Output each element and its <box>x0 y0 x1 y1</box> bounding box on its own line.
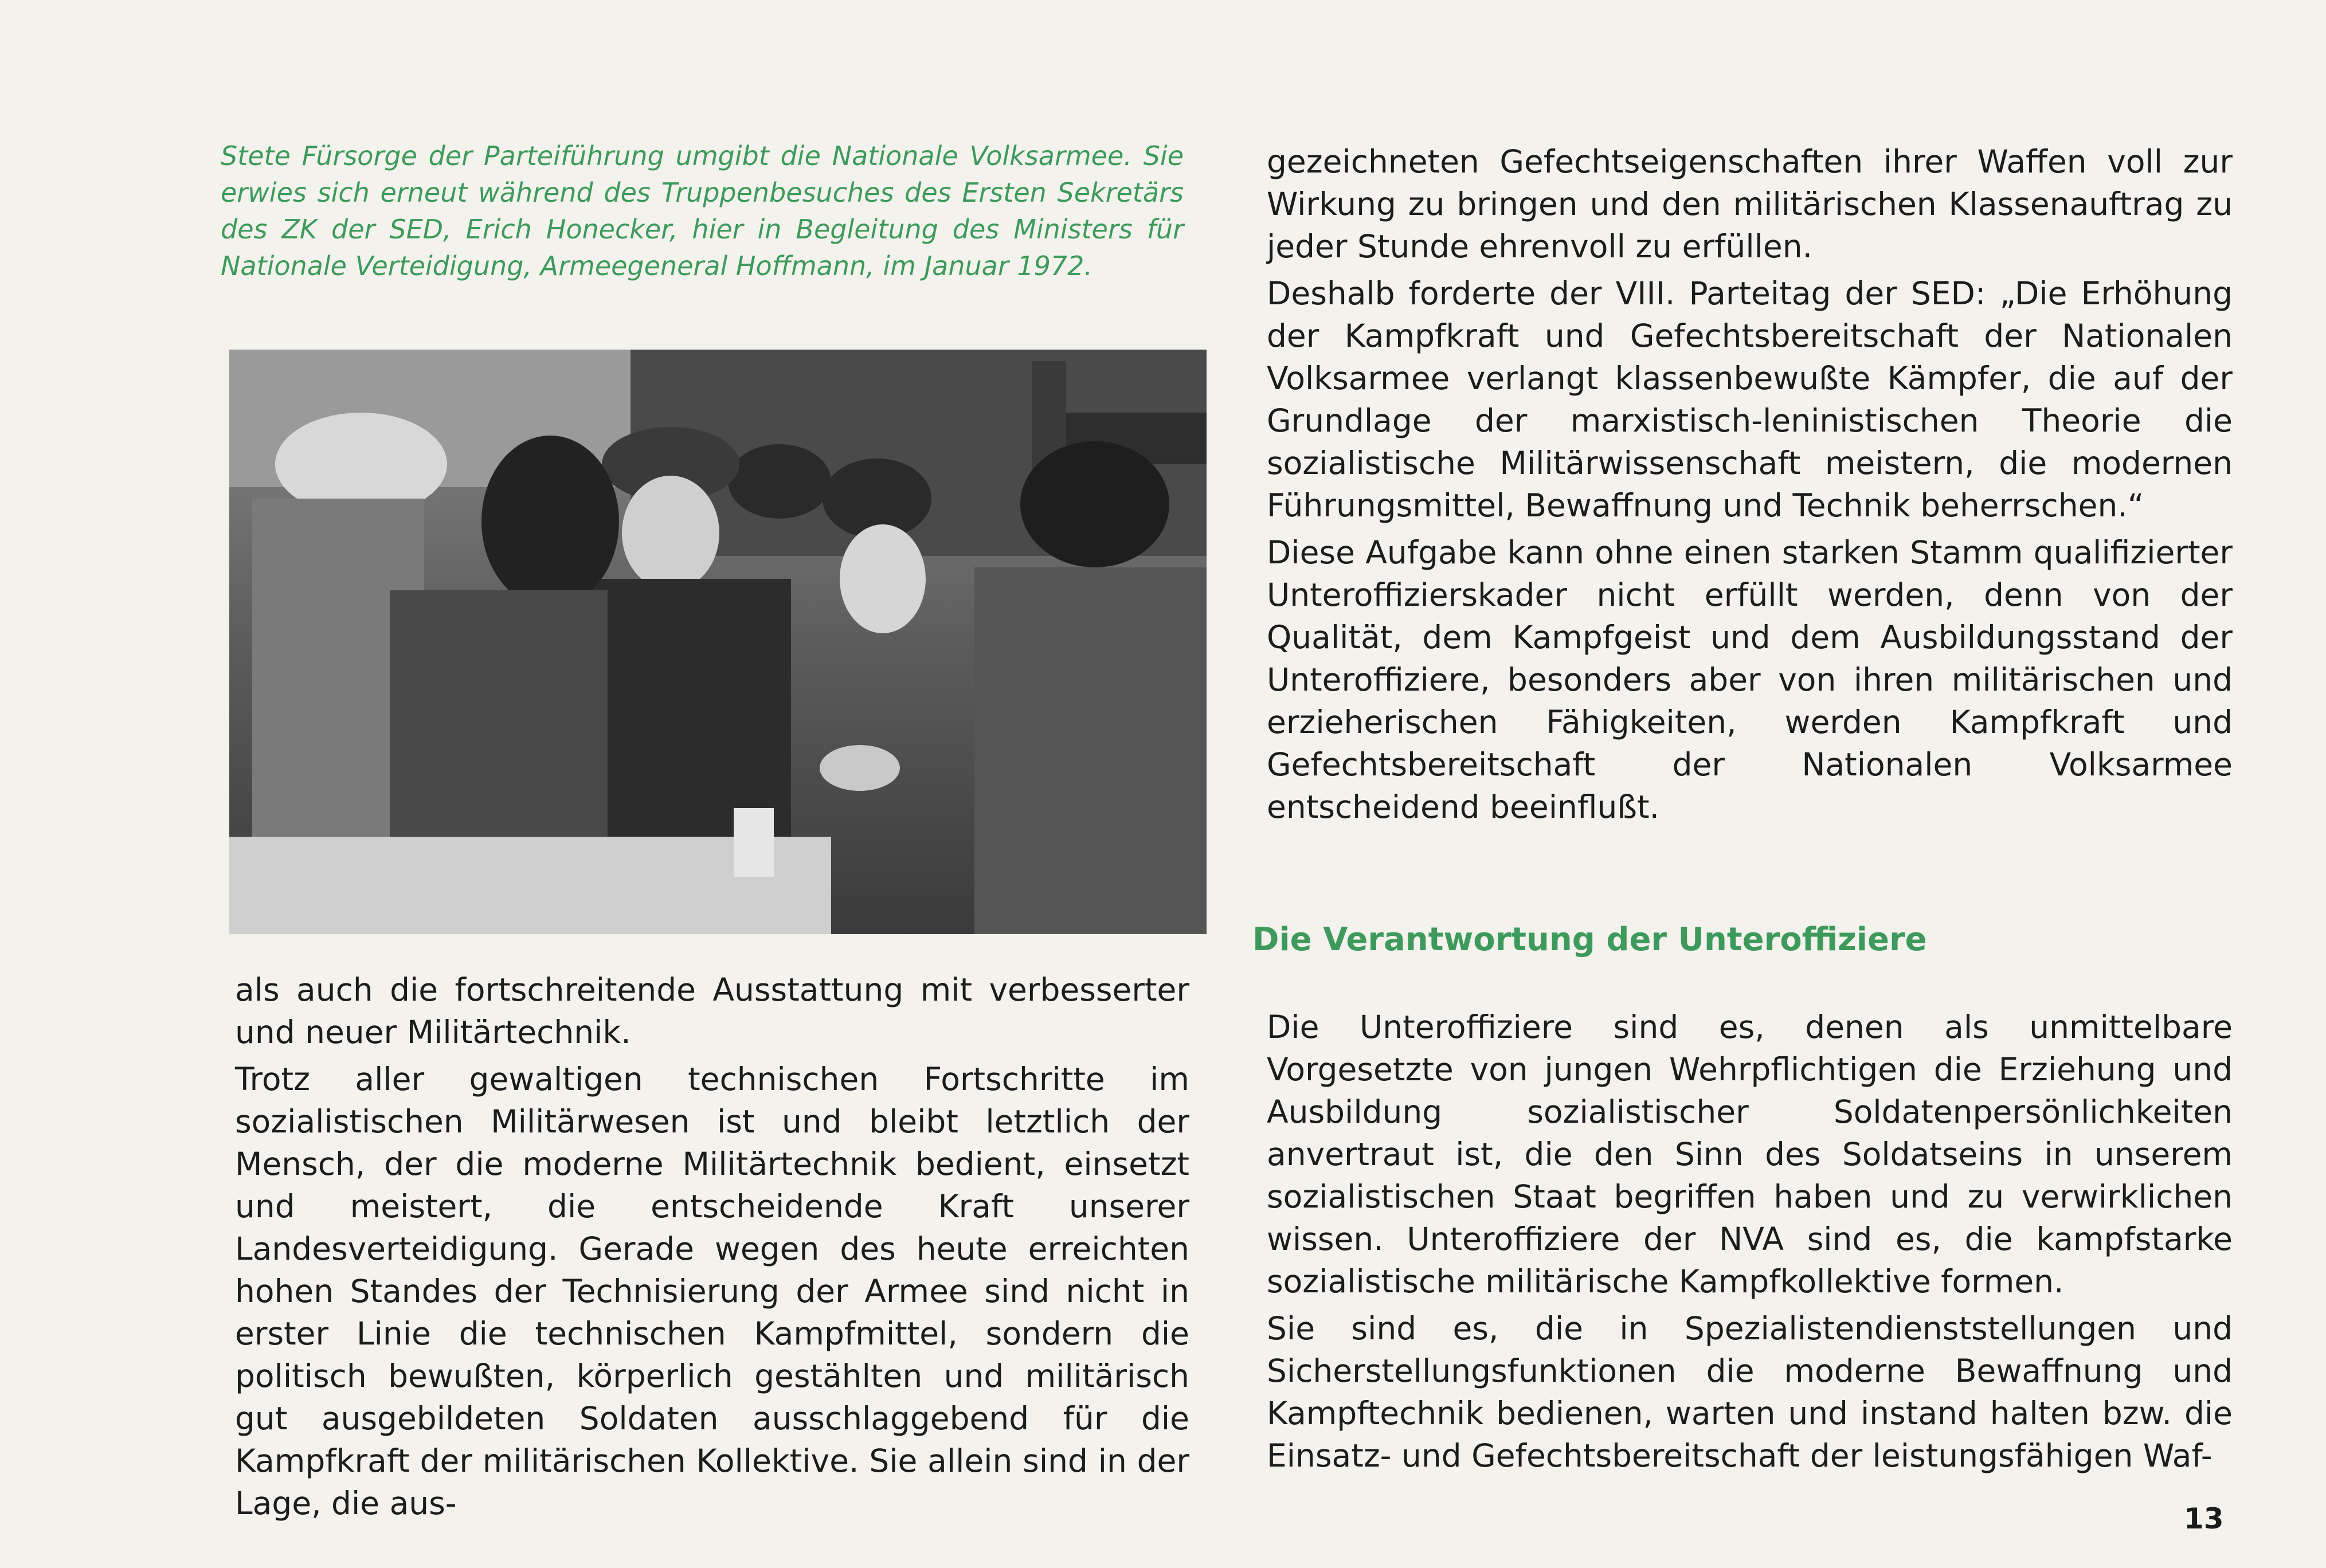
photo-honecker-visit <box>229 350 1207 934</box>
right-paragraph: Deshalb forderte der VIII. Parteitag der SED: „Die Erhöhung der Kampfkraft und Gefechtsbereitschaft der Nationalen Volksarmee verlangt klassenbewußte Kämpfer, die auf der Grundlage der marxistisch-leninistischen Theorie die sozialistische Militärwissenschaft meistern, die modernen Führungsmittel, Bewaffnung und Technik beherrschen.“ <box>1267 275 2233 524</box>
right-column-text <box>1267 140 2233 833</box>
caption-text: Stete Fürsorge der Parteiführung umgibt die Nationale Volksarmee. Sie erwies sich erneut während des Truppenbesuches des Ersten Sekretärs des ZK der SED, Erich Honecker, hier in Begleitung des Ministers für Nationale Verteidigung, Armeegeneral Hoffmann, im Januar 1972. <box>221 140 1184 281</box>
right-paragraph: Diese Aufgabe kann ohne einen starken Stamm qualifizierter Unteroffizierskader nicht erfüllt werden, denn von der Qualität, dem Kampfgeist und dem Ausbildungsstand der Unteroffiziere, besonders aber von ihren militärischen und erzieherischen Fähigkeiten, werden Kampfkraft und Gefechtsbereitschaft der Nationalen Volksarmee entscheidend beeinflußt. <box>1267 534 2233 825</box>
photo-image <box>229 350 1207 934</box>
left-paragraph: als auch die fortschreitende Ausstattung mit verbesserter und neuer Militärtechnik. <box>235 971 1189 1050</box>
section-paragraph: Die Unteroffiziere sind es, denen als unmittelbare Vorgesetzte von jungen Wehrpflichtigen die Erziehung und Ausbildung sozialistischer Soldatenpersönlichkeiten anvertraut ist, die den Sinn des Soldatseins in unserem sozialistischen Staat begriffen haben und zu verwirklichen wissen. Unteroffiziere der NVA sind es, die kampfstarke sozialistische militärische Kampfkollektive formen. <box>1267 1009 2233 1300</box>
right-paragraph: gezeichneten Gefechtseigenschaften ihrer Waffen voll zur Wirkung zu bringen und den militärischen Klassenauftrag zu jeder Stunde ehrenvoll zu erfüllen. <box>1267 143 2233 265</box>
section-heading: Die Verantwortung der Unteroffiziere <box>1252 921 1927 958</box>
left-column-text <box>235 969 1189 1529</box>
page-number: 13 <box>2184 1502 2224 1535</box>
section-body <box>1267 1006 2233 1481</box>
photo-caption <box>221 138 1184 284</box>
left-paragraph: Trotz aller gewaltigen technischen Fortschritte im sozialistischen Militärwesen ist und bleibt letztlich der Mensch, der die moderne Militärtechnik bedient, einsetzt und meistert, die entscheidende Kraft unserer Landesverteidigung. Gerade wegen des heute erreichten hohen Standes der Technisierung der Armee sind nicht in erster Linie die technischen Kampfmittel, sondern die politisch bewußten, körperlich gestählten und militärisch gut ausgebildeten Soldaten ausschlaggebend für die Kampfkraft der militärischen Kollektive. Sie allein sind in der Lage, die aus- <box>235 1061 1189 1522</box>
section-paragraph: Sie sind es, die in Spezialistendienststellungen und Sicherstellungsfunktionen die moderne Bewaffnung und Kampftechnik bedienen, warten und instand halten bzw. die Einsatz- und Gefechtsbereitschaft der leistungsfähigen Waf- <box>1267 1310 2233 1474</box>
